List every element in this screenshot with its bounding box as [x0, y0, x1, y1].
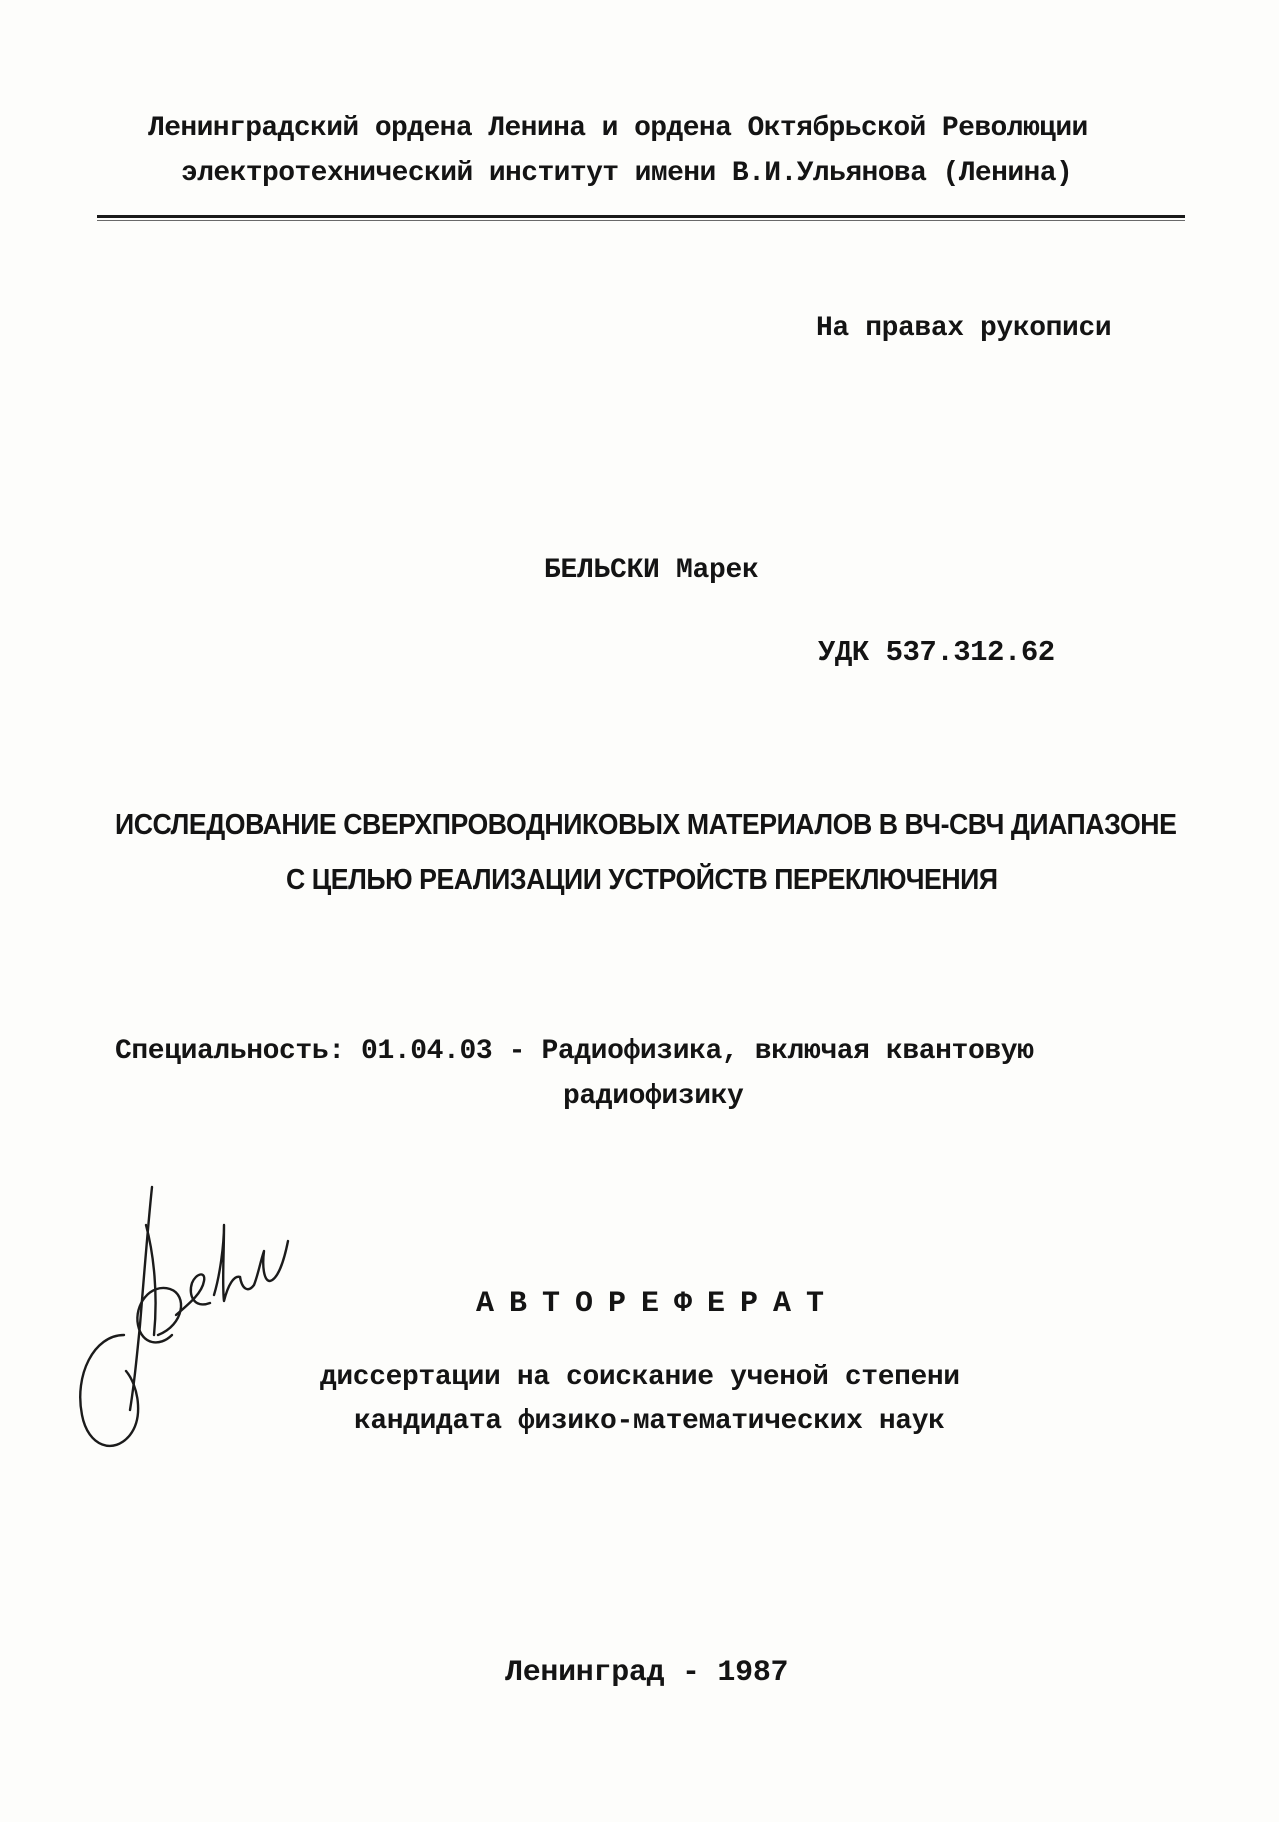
institution-line-1: Ленинградский ордена Ленина и ордена Октябрьской Революции — [148, 113, 1088, 144]
city-year-footer: Ленинград - 1987 — [505, 1656, 789, 1690]
dissertation-title-line-2: С ЦЕЛЬЮ РЕАЛИЗАЦИИ УСТРОЙСТВ ПЕРЕКЛЮЧЕНИЯ — [286, 864, 998, 896]
specialty-line-1: Специальность: 01.04.03 - Радиофизика, включая квантовую — [115, 1036, 1034, 1067]
manuscript-note: На правах рукописи — [816, 313, 1112, 344]
dissertation-title-line-1: ИССЛЕДОВАНИЕ СВЕРХПРОВОДНИКОВЫХ МАТЕРИАЛОВ В ВЧ-СВЧ ДИАПАЗОНЕ — [115, 809, 1177, 841]
handwritten-signature — [64, 1185, 294, 1465]
degree-line-2: кандидата физико-математических наук — [354, 1406, 945, 1437]
header-divider — [97, 215, 1185, 218]
udc-code: УДК 537.312.62 — [818, 636, 1055, 669]
institution-line-2: электротехнический институт имени В.И.Ульянова (Ленина) — [181, 158, 1073, 189]
author-name: БЕЛЬСКИ Марек — [544, 555, 759, 586]
document-type-heading: АВТОРЕФЕРАТ — [476, 1287, 840, 1321]
specialty-line-2: радиофизику — [563, 1081, 744, 1112]
degree-line-1: диссертации на соискание ученой степени — [320, 1362, 960, 1393]
